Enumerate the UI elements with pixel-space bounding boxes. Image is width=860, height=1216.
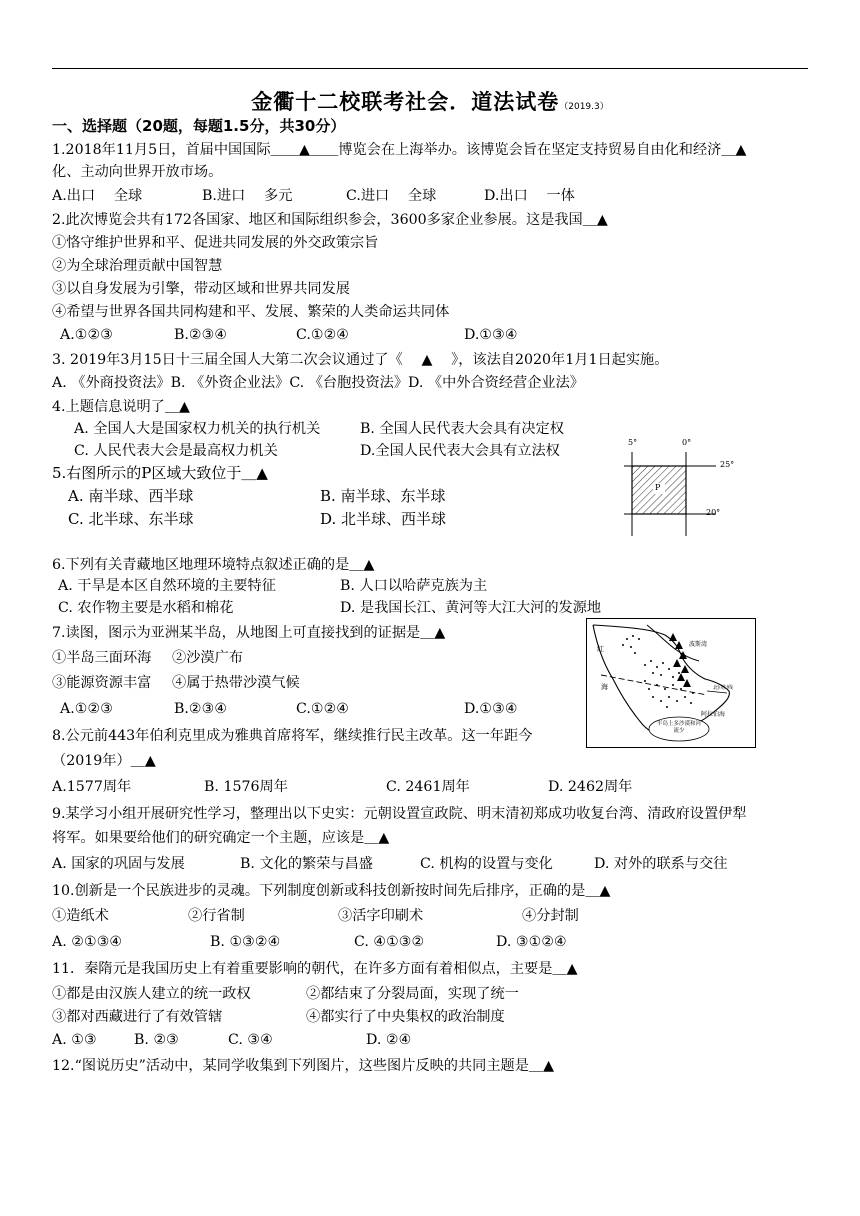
q11-option-d[interactable]: D. ②④ — [366, 1032, 412, 1048]
q2-option-d[interactable]: D.①③④ — [464, 327, 518, 343]
q2-option-c[interactable]: C.①②④ — [296, 327, 350, 343]
q7-item-3: ③能源资源丰富 — [52, 675, 152, 691]
q4-options-row2 — [52, 441, 612, 461]
q6-option-b[interactable]: B. 人口以哈萨克族为主 — [340, 578, 488, 594]
q7-map-note: 半岛上多沙漠和河流少 — [656, 721, 701, 734]
q2-option-a[interactable]: A.①②③ — [60, 327, 113, 343]
q1-option-c[interactable]: C.进口 全球 — [346, 188, 437, 204]
q6-stem: 6.下列有关青藏地区地理环境特点叙述正确的是＿▲ — [52, 557, 375, 573]
q10-stem: 10.创新是一个民族进步的灵魂。下列制度创新或科技创新按时间先后排序，正确的是＿▲ — [52, 883, 611, 899]
q9-options — [52, 854, 792, 874]
section-heading: 一、选择题（20题，每题1.5分，共30分） — [52, 117, 346, 135]
q5-latlon-figure — [612, 438, 762, 542]
q4-options-row1 — [52, 419, 612, 439]
q6-option-a[interactable]: A. 干旱是本区自然环境的主要特征 — [58, 578, 276, 594]
q7-option-b[interactable]: B.②③④ — [174, 701, 228, 717]
q10-option-b[interactable]: B. ①③②④ — [210, 934, 281, 950]
q11-option-b[interactable]: B. ②③ — [134, 1032, 179, 1048]
q1-option-a[interactable]: A.出口 全球 — [52, 188, 143, 204]
q6-option-d[interactable]: D. 是我国长江、黄河等大江大河的发源地 — [340, 600, 602, 616]
q1-stem-line2: 化、主动向世界开放市场。 — [52, 164, 223, 180]
q4-stem: 4.上题信息说明了＿▲ — [52, 399, 190, 415]
q5-option-b[interactable]: B. 南半球、东半球 — [320, 487, 446, 505]
q9-stem-line2: 将军。如果要给他们的研究确定一个主题，应该是＿▲ — [52, 830, 390, 846]
q3-options[interactable]: A. 《外商投资法》B. 《外资企业法》C. 《台胞投资法》D. 《中外合资经营企业法》 — [52, 375, 584, 391]
q8-stem-line2: （2019年）＿▲ — [52, 753, 156, 769]
q7-item-1: ①半岛三面环海 — [52, 650, 152, 666]
q5-lat-20: 20° — [706, 508, 721, 517]
q11-item-4: ④都实行了中央集权的政治制度 — [306, 1009, 505, 1025]
q7-stem: 7.读图，图示为亚洲某半岛，从地图上可直接找到的证据是＿▲ — [52, 625, 446, 641]
q9-option-c[interactable]: C. 机构的设置与变化 — [420, 856, 553, 872]
q7-peninsula-map — [586, 618, 756, 748]
q9-option-d[interactable]: D. 对外的联系与交往 — [594, 856, 728, 872]
q11-items-row1 — [52, 984, 752, 1004]
q5-lon-5: 5° — [628, 438, 638, 447]
q7-label-arabian-sea: 阿拉伯海 — [701, 711, 726, 718]
q7-option-c[interactable]: C.①②④ — [296, 701, 350, 717]
q2-option-b[interactable]: B.②③④ — [174, 327, 228, 343]
q11-item-3: ③都对西藏进行了有效管辖 — [52, 1009, 223, 1025]
q5-stem: 5.右图所示的P区域大致位于＿▲ — [52, 464, 268, 482]
q7-label-persian-gulf: 波斯湾 — [689, 641, 708, 648]
q12-stem: 12.“图说历史”活动中，某同学收集到下列图片，这些图片反映的共同主题是＿▲ — [52, 1058, 554, 1074]
q10-item-3: ③活字印刷术 — [338, 908, 424, 924]
q5-option-d[interactable]: D. 北半球、西半球 — [320, 510, 447, 528]
q2-item-2: ②为全球治理贡献中国智慧 — [52, 258, 223, 274]
q11-option-a[interactable]: A. ①③ — [52, 1032, 97, 1048]
q8-option-b[interactable]: B. 1576周年 — [204, 779, 288, 795]
q7-items-row2 — [52, 673, 552, 693]
q8-option-d[interactable]: D. 2462周年 — [548, 779, 633, 795]
q10-option-a[interactable]: A. ②①③④ — [52, 934, 123, 950]
q6-options-row1 — [52, 576, 752, 596]
q2-options — [52, 325, 752, 345]
q8-option-c[interactable]: C. 2461周年 — [386, 779, 470, 795]
q5-lon-0: 0° — [682, 438, 692, 447]
q4-option-b[interactable]: B. 全国人民代表大会具有决定权 — [360, 421, 564, 437]
exam-title-text: 金衢十二校联考社会．道法试卷 — [251, 90, 560, 114]
header-rule — [52, 68, 808, 69]
latlon-grid-graphic — [612, 438, 762, 542]
q1-option-b[interactable]: B.进口 多元 — [202, 188, 293, 204]
q8-option-a[interactable]: A.1577周年 — [52, 779, 132, 795]
q10-items — [52, 906, 752, 926]
q5-options-row1 — [52, 486, 512, 506]
q5-option-c[interactable]: C. 北半球、东半球 — [68, 510, 194, 528]
q3-stem: 3. 2019年3月15日十三届全国人大第二次会议通过了《 ▲ 》，该法自2020年1月1日起实施。 — [52, 352, 669, 368]
q7-option-a[interactable]: A.①②③ — [60, 701, 113, 717]
q7-options — [52, 699, 572, 719]
q11-items-row2 — [52, 1007, 752, 1027]
q5-option-a[interactable]: A. 南半球、西半球 — [68, 487, 194, 505]
q11-item-1: ①都是由汉族人建立的统一政权 — [52, 986, 251, 1002]
q2-stem: 2.此次博览会共有172各国家、地区和国际组织参会，3600多家企业参展。这是我国＿▲ — [52, 212, 608, 228]
q4-option-c[interactable]: C. 人民代表大会是最高权力机关 — [74, 443, 278, 459]
q2-item-1: ①恪守维护世界和平、促进共同发展的外交政策宗旨 — [52, 235, 379, 251]
exam-title — [0, 86, 860, 116]
q11-option-c[interactable]: C. ③④ — [228, 1032, 273, 1048]
q11-options — [52, 1030, 552, 1050]
q7-item-2: ②沙漠广布 — [172, 650, 243, 666]
q11-stem: 11．秦隋元是我国历史上有着重要影响的朝代，在许多方面有着相似点，主要是＿▲ — [52, 961, 578, 977]
q2-item-4: ④希望与世界各国共同构建和平、发展、繁荣的人类命运共同体 — [52, 304, 450, 320]
q9-option-b[interactable]: B. 文化的繁荣与昌盛 — [240, 856, 373, 872]
q10-options — [52, 932, 752, 952]
exam-date: （2019.3） — [559, 102, 609, 112]
q7-item-4: ④属于热带沙漠气候 — [172, 675, 300, 691]
q7-label-red: 红 — [597, 645, 604, 653]
q1-stem-line1: 1.2018年11月5日，首届中国国际＿＿▲＿＿博览会在上海举办。该博览会旨在坚定支持贸易自由化和经济＿▲ — [52, 142, 747, 158]
q8-stem-line1: 8.公元前443年伯利克里成为雅典首席将军，继续推行民主改革。这一年距今 — [52, 728, 533, 744]
q5-lat-25: 25° — [720, 460, 735, 469]
q10-item-1: ①造纸术 — [52, 908, 109, 924]
q7-label-tropic: 北回归线 — [713, 685, 734, 691]
q4-option-d[interactable]: D.全国人民代表大会具有立法权 — [360, 443, 560, 459]
q7-items-row1 — [52, 648, 552, 668]
q10-option-d[interactable]: D. ③①②④ — [496, 934, 567, 950]
q5-options-row2 — [52, 509, 512, 529]
q10-item-4: ④分封制 — [522, 908, 579, 924]
q10-item-2: ②行省制 — [188, 908, 245, 924]
q5-region-label: P — [655, 483, 661, 492]
q10-option-c[interactable]: C. ④①③② — [354, 934, 425, 950]
q1-option-d[interactable]: D.出口 一体 — [484, 188, 575, 204]
q7-option-d[interactable]: D.①③④ — [464, 701, 518, 717]
q6-options-row2 — [52, 598, 752, 618]
q4-option-a[interactable]: A. 全国人大是国家权力机关的执行机关 — [74, 421, 321, 437]
q1-options — [52, 186, 752, 206]
q11-item-2: ②都结束了分裂局面，实现了统一 — [306, 986, 519, 1002]
q8-options — [52, 777, 752, 797]
q9-option-a[interactable]: A. 国家的巩固与发展 — [52, 856, 185, 872]
q6-option-c[interactable]: C. 农作物主要是水稻和棉花 — [58, 600, 234, 616]
q7-label-sea: 海 — [601, 683, 608, 691]
q9-stem-line1: 9.某学习小组开展研究性学习，整理出以下史实：元朝设置宣政院、明末清初郑成功收复台湾、清政府设置伊犁 — [52, 806, 747, 822]
q2-item-3: ③以自身发展为引擎，带动区域和世界共同发展 — [52, 281, 350, 297]
